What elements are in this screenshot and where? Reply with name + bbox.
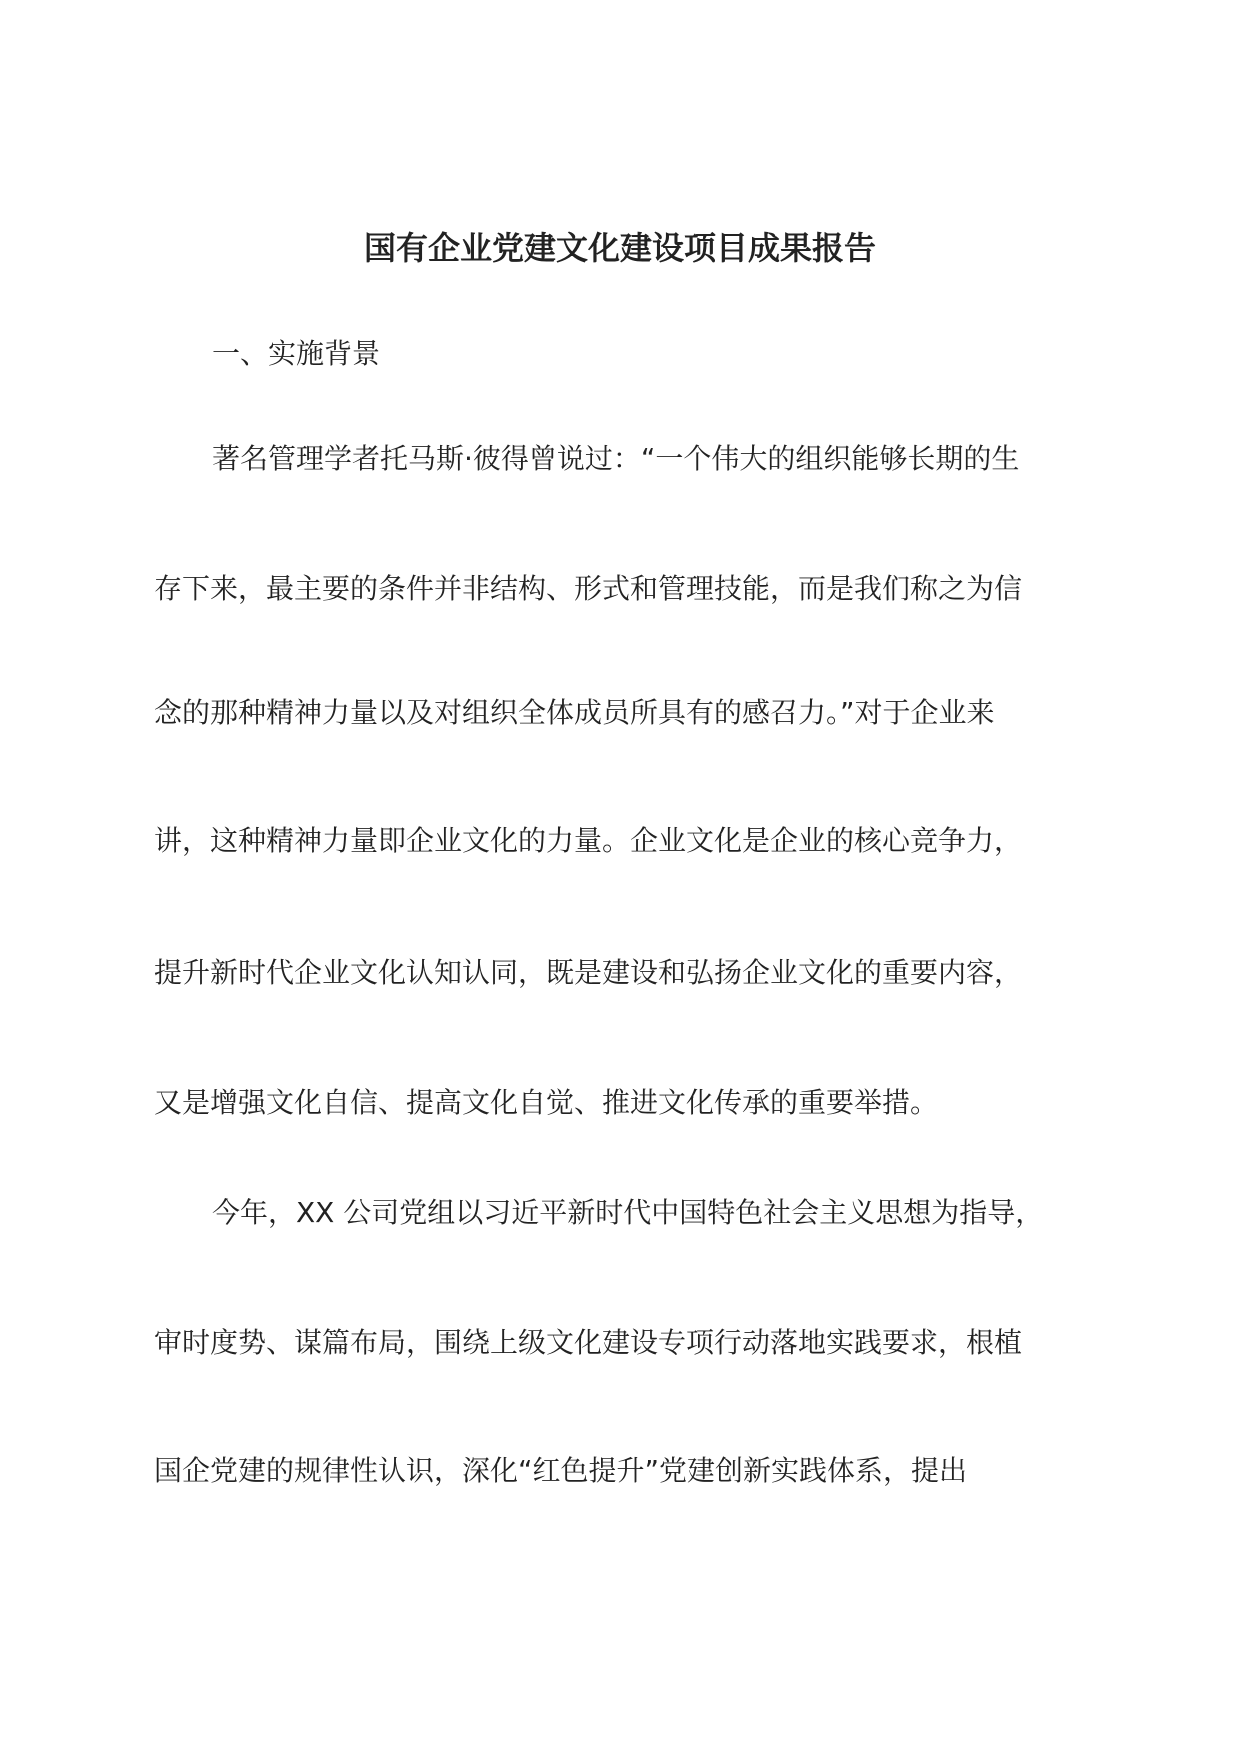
paragraph-line: 今年，XX 公司党组以习近平新时代中国特色社会主义思想为指导， (212, 1196, 1044, 1229)
paragraph-line: 又是增强文化自信、提高文化自觉、推进文化传承的重要举措。 (154, 1086, 939, 1119)
paragraph-line: 讲，这种精神力量即企业文化的力量。企业文化是企业的核心竞争力， (154, 824, 1023, 857)
paragraph-line: 存下来，最主要的条件并非结构、形式和管理技能，而是我们称之为信 (154, 572, 1023, 605)
paragraph-line: 审时度势、谋篇布局，围绕上级文化建设专项行动落地实践要求，根植 (154, 1326, 1023, 1359)
paragraph-line: 著名管理学者托马斯·彼得曾说过：“一个伟大的组织能够长期的生 (212, 442, 1020, 475)
paragraph-line: 国企党建的规律性认识，深化“红色提升”党建创新实践体系，提出 (154, 1454, 968, 1487)
section-heading: 一、实施背景 (212, 337, 381, 370)
document-title: 国有企业党建文化建设项目成果报告 (363, 229, 876, 267)
paragraph-line: 念的那种精神力量以及对组织全体成员所具有的感召力。”对于企业来 (154, 696, 995, 729)
paragraph-line: 提升新时代企业文化认知认同，既是建设和弘扬企业文化的重要内容， (154, 956, 1023, 989)
